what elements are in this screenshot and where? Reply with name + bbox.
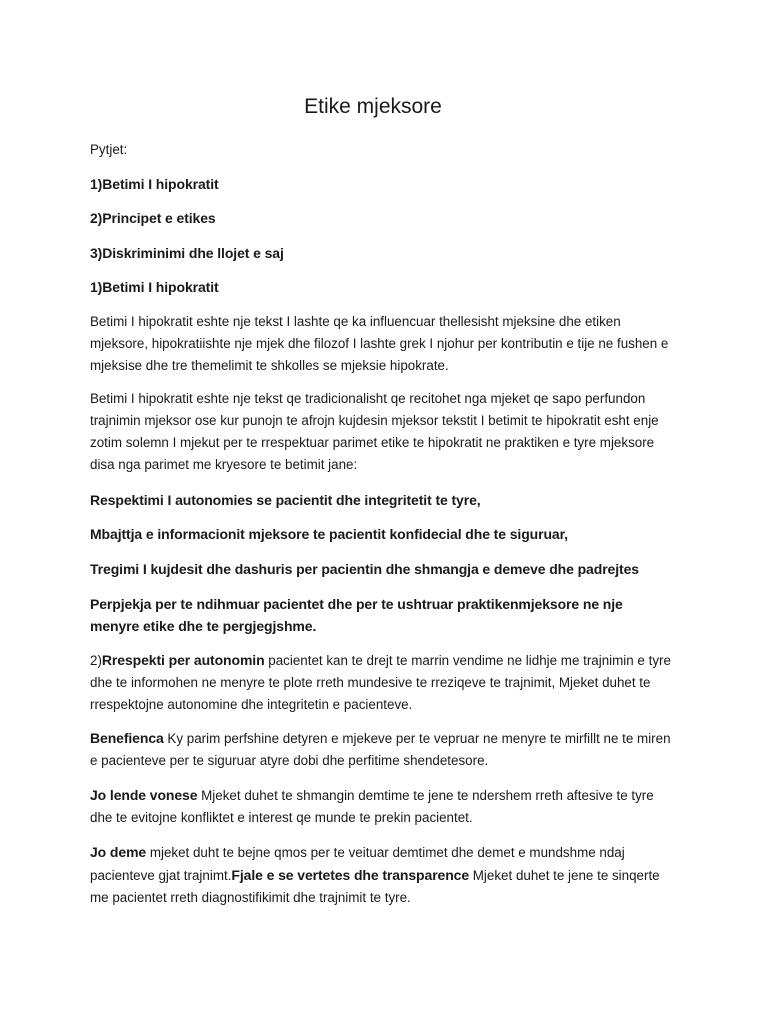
questions-label: Pytjet: — [90, 142, 128, 157]
principle-item: Perpjekja per te ndihmuar pacientet dhe per te ushtruar praktikenmjeksore ne nje menyre etike dhe te pergjegjshme. — [90, 596, 623, 634]
document-title: Etike mjeksore — [304, 95, 442, 118]
principle-item: Respektimi I autonomies se pacientit dhe integritetit te tyre, — [90, 492, 481, 508]
question-item: 2)Principet e etikes — [90, 210, 216, 226]
autonomy-text: pacientet kan te drejt te marrin vendime ne lidhje me trajnimin e tyre dhe te informohen ne menyre te plote rreth mundesive te rreziqeve te trajnimit, Mjeket duhet te rrespektojne autonomine dhe integritetin e pacienteve. — [90, 653, 671, 712]
beneficence-text: Ky parim perfshine detyren e mjekeve per te vepruar ne menyre te mirfillt ne te miren e pacienteve per te siguruar atyre dobi dhe perfitime shendetesore. — [90, 731, 671, 768]
question-item: 1)Betimi I hipokratit — [90, 176, 219, 192]
paragraph-autonomy — [90, 649, 675, 716]
paragraph-oath: Betimi I hipokratit eshte nje tekst qe tradicionalisht qe recitohet nga mjeket qe sapo perfundon trajnimin mjeksor ose kur punojn te afrojn kujdesin mjeksor tekstit I betimit te hipokratit esht enje zotim solemn I mjekut per te rrespektuar parimet etike te hipokratit ne praktiken e tyre mjeksore disa nga parimet me kryesore te betimit jane: — [90, 391, 659, 472]
autonomy-term: Rrespekti per autonomin — [101, 652, 265, 668]
nonmaleficence-text: Mjeket duhet te shmangin demtime te jene te ndershem rreth aftesive te tyre dhe te evitojne konfliktet e interest qe munde te prekin pacientet. — [90, 788, 654, 825]
truth-term: Fjale e se vertetes dhe transparence — [231, 867, 470, 883]
autonomy-prefix: 2) — [90, 653, 102, 668]
paragraph-beneficence — [90, 727, 675, 772]
paragraph-noharm-truth — [90, 841, 675, 909]
question-item: 3)Diskriminimi dhe llojet e saj — [90, 245, 284, 261]
truth-text: Mjeket duhet te jene te sinqerte me pacientet rreth diagnostifikimit dhe trajnimit te tyre. — [90, 868, 660, 905]
principle-item: Mbajttja e informacionit mjeksore te pacientit konfidecial dhe te siguruar, — [90, 526, 568, 542]
section-heading: 1)Betimi I hipokratit — [90, 279, 219, 295]
beneficence-term: Benefienca — [90, 730, 164, 746]
nonmaleficence-term: Jo lende vonese — [90, 787, 198, 803]
paragraph-intro: Betimi I hipokratit eshte nje tekst I lashte qe ka influencuar thellesisht mjeksine dhe etiken mjeksore, hipokratiishte nje mjek dhe filozof I lashte grek I njohur per kontributin e tije ne fushen e mjeksise dhe tre themelimit te shkolles se mjeksie hipokrate. — [90, 314, 669, 373]
noharm-text: mjeket duht te bejne qmos per te veituar demtimet dhe demet e mundshme ndaj pacienteve gjat trajnimt. — [90, 845, 625, 883]
principle-item: Tregimi I kujdesit dhe dashuris per pacientin dhe shmangja e demeve dhe padrejtes — [90, 561, 639, 577]
paragraph-nonmaleficence — [90, 784, 675, 829]
noharm-term: Jo deme — [90, 844, 147, 860]
